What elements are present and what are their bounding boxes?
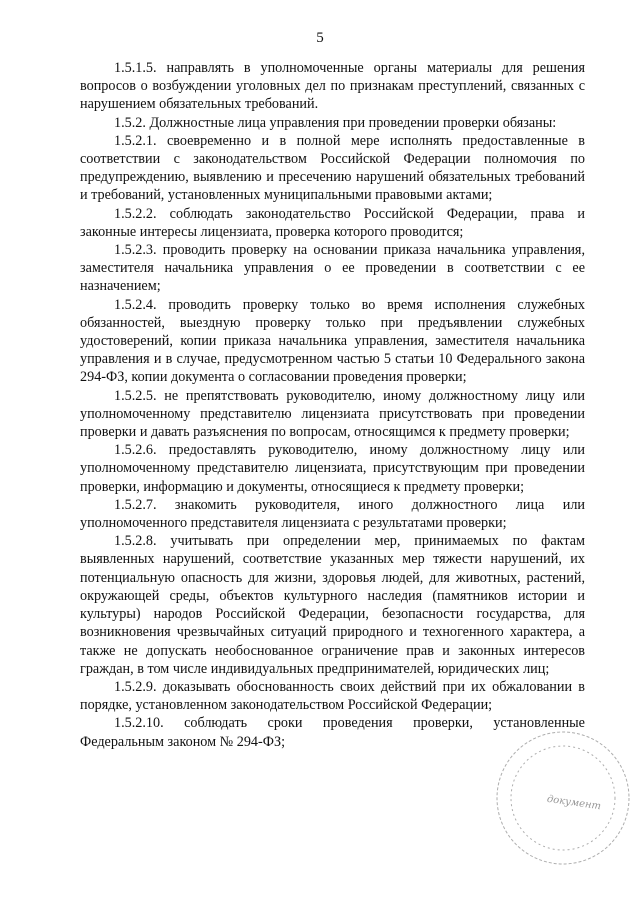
document-body (80, 59, 585, 751)
paragraph-1-5-2-5: 1.5.2.5. не препятствовать руководителю, иному должностному лицу или уполномоченному представителю лицензиата присутствовать при проведении проверки и давать разъяснения по вопросам, относящимся к предмету проверки; (80, 387, 585, 441)
paragraph-1-5-2-4: 1.5.2.4. проводить проверку только во время исполнения служебных обязанностей, выездную проверку только при предъявлении служебных удостоверений, копии приказа начальника управления, заместителя начальника управления и в случае, предусмотренном частью 5 статьи 10 Федерального закона 294-ФЗ, копии документа о согласовании проведения проверки; (80, 296, 585, 386)
paragraph-1-5-2-3: 1.5.2.3. проводить проверку на основании приказа начальника управления, заместителя начальника управления о ее проведении в соответствии с ее назначением; (80, 242, 585, 295)
paragraph-1-5-2-6: 1.5.2.6. предоставлять руководителю, иному должностному лицу или уполномоченному представителю лицензиата, присутствующим при проведении проверки, информацию и документы, относящиеся к предмету проверки; (80, 442, 585, 495)
paragraph-1-5-2-8: 1.5.2.8. учитывать при определении мер, принимаемых по фактам выявленных нарушений, соответствие указанных мер тяжести нарушений, их потенциальную опасность для жизни, здоровья людей, для животных, растений, окружающей среды, объектов культурного наследия (памятников истории и культуры) народов Российской Федерации, безопасности государства, для возникновения чрезвычайных ситуаций природного и техногенного характера, а также не допускать необоснованное ограничение прав и законных интересов граждан, в том числе индивидуальных предпринимателей, юридических лиц; (80, 533, 585, 677)
paragraph-1-5-2-2: 1.5.2.2. соблюдать законодательство Российской Федерации, права и законные интересы лицензиата, проверка которого проводится; (80, 205, 585, 240)
paragraph-1-5-2-1: 1.5.2.1. своевременно и в полной мере исполнять предоставленные в соответствии с законодательством Российской Федерации полномочия по предупреждению, выявлению и пресечению нарушений обязательных требований и требований, установленных муниципальными правовыми актами; (80, 132, 585, 204)
page-number: 5 (316, 30, 324, 46)
paragraph-1-5-2-9: 1.5.2.9. доказывать обоснованность своих действий при их обжаловании в порядке, установленном законодательством Российской Федерации; (80, 678, 585, 714)
paragraph-1-5-2-7: 1.5.2.7. знакомить руководителя, иного должностного лица или уполномоченного представителя лицензиата с результатами проверки; (80, 496, 585, 532)
paragraph-1-5-1-5: 1.5.1.5. направлять в уполномоченные органы материалы для решения вопросов о возбуждении уголовных дел по признакам преступлений, связанных с нарушением обязательных требований. (80, 60, 585, 113)
paragraph-1-5-2-10: 1.5.2.10. соблюдать сроки проведения проверки, установленные Федеральным законом № 294-ФЗ; (80, 715, 585, 750)
stamp-text: документ (546, 793, 602, 813)
paragraph-1-5-2: 1.5.2. Должностные лица управления при проведении проверки обязаны: (114, 114, 557, 131)
